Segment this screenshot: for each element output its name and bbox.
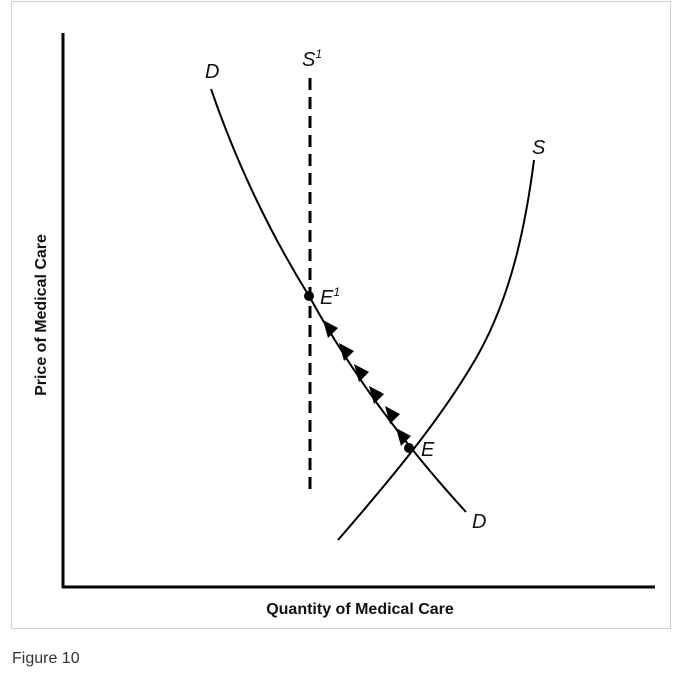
movement-arrows — [323, 320, 411, 446]
supply-label: S — [532, 137, 546, 159]
arrow-head-5 — [385, 406, 400, 424]
new-equilibrium-superscript: 1 — [333, 285, 341, 299]
demand-label-top: D — [205, 61, 220, 83]
supply-shifted-label — [302, 47, 322, 71]
y-axis-label: Price of Medical Care — [33, 234, 50, 396]
supply-shifted-letter: S — [302, 49, 316, 71]
demand-label-bottom: D — [472, 511, 487, 533]
new-equilibrium-point — [304, 291, 314, 301]
supply-curve — [338, 160, 534, 540]
figure-caption: Figure 10 — [12, 650, 80, 667]
arrow-head-1 — [323, 320, 338, 338]
new-equilibrium-label — [320, 285, 340, 309]
equilibrium-label: E — [421, 439, 435, 461]
supply-shifted-superscript: 1 — [315, 47, 323, 61]
x-axis-label: Quantity of Medical Care — [266, 601, 454, 618]
new-equilibrium-letter: E — [320, 287, 334, 309]
equilibrium-point — [404, 443, 414, 453]
